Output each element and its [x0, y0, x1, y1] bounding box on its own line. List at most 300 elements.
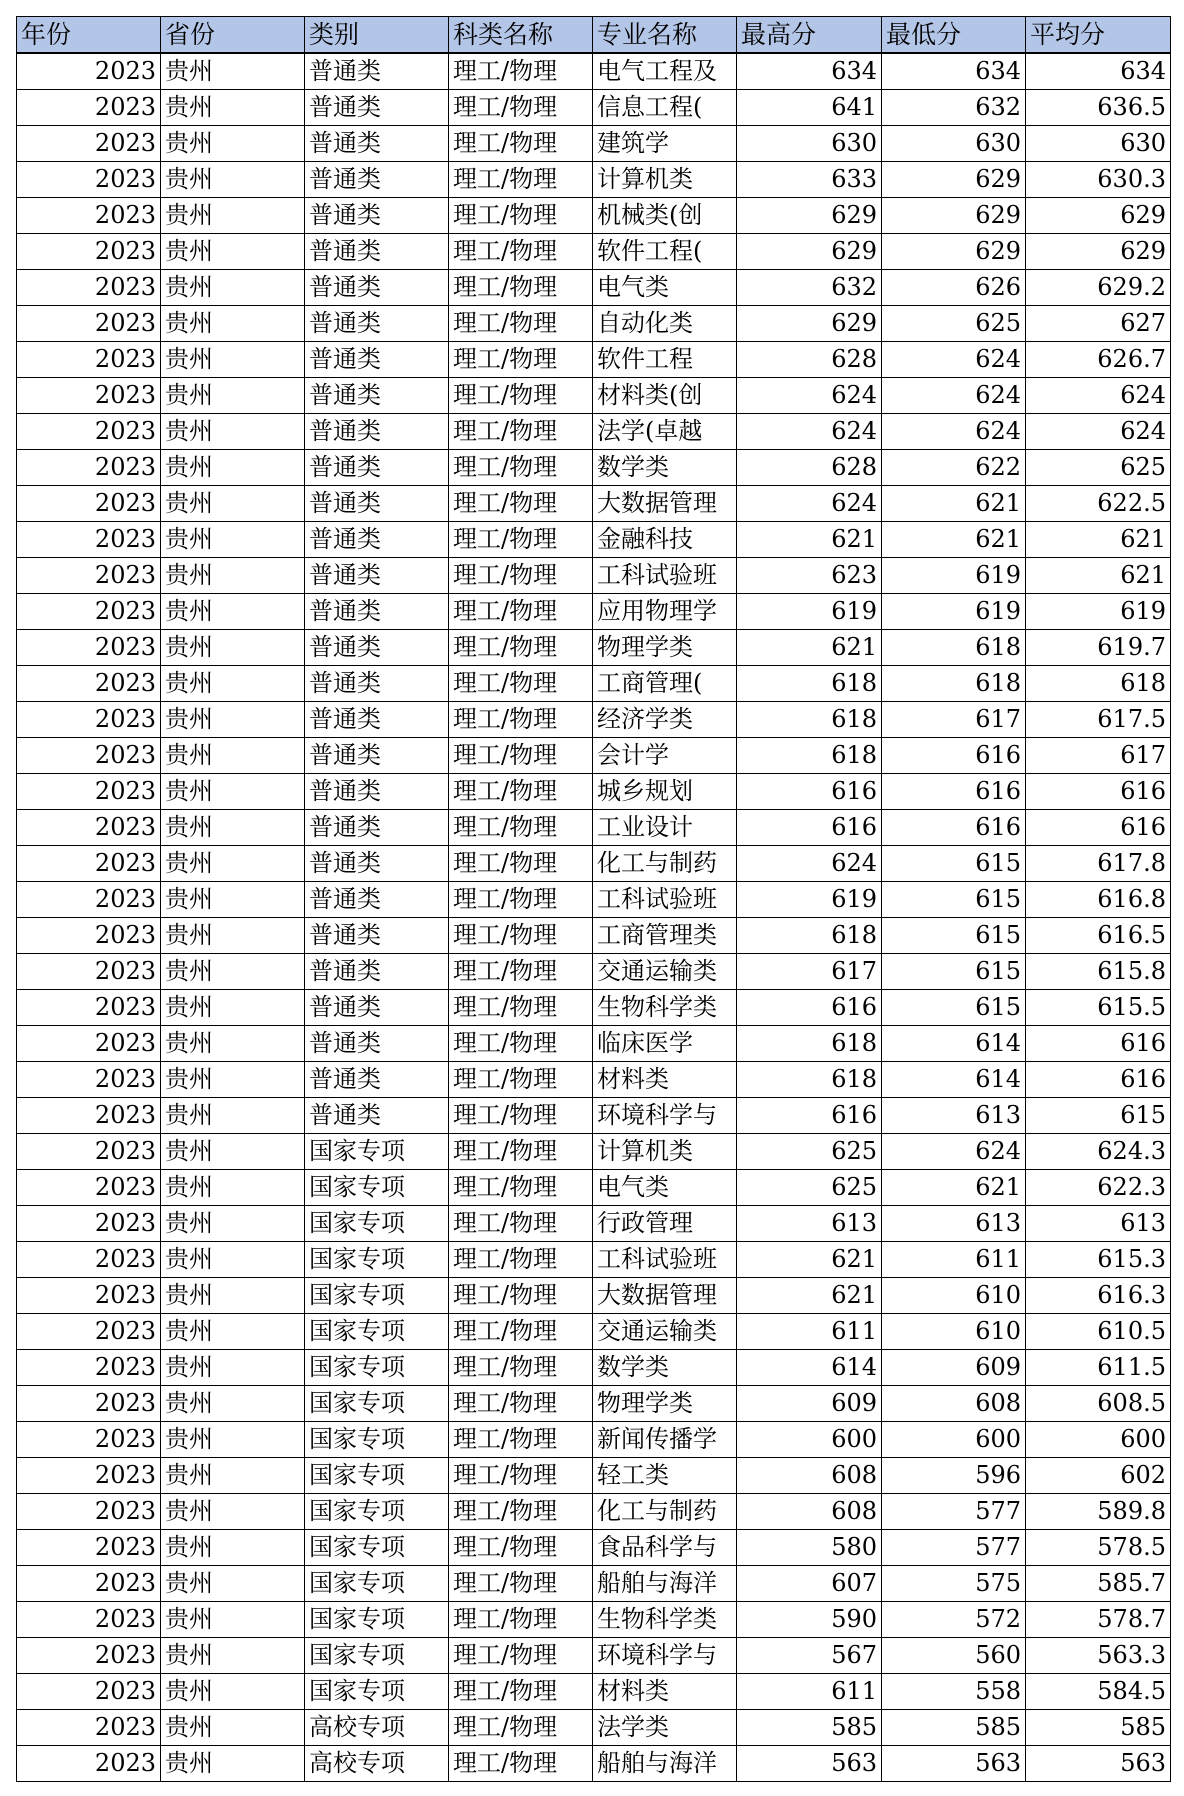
subject-type-cell[interactable]: 理工/物理: [449, 1422, 593, 1458]
province-cell[interactable]: 贵州: [161, 1530, 305, 1566]
province-cell[interactable]: 贵州: [161, 954, 305, 990]
year-cell[interactable]: 2023: [17, 1386, 161, 1422]
category-cell[interactable]: 普通类: [305, 558, 449, 594]
year-cell[interactable]: 2023: [17, 1602, 161, 1638]
subject-type-cell[interactable]: 理工/物理: [449, 522, 593, 558]
max-score-cell[interactable]: 628: [737, 450, 882, 486]
max-score-cell[interactable]: 567: [737, 1638, 882, 1674]
header-province[interactable]: 省份: [161, 17, 305, 54]
subject-type-cell[interactable]: 理工/物理: [449, 882, 593, 918]
year-cell[interactable]: 2023: [17, 1206, 161, 1242]
max-score-cell[interactable]: 621: [737, 1242, 882, 1278]
subject-type-cell[interactable]: 理工/物理: [449, 1206, 593, 1242]
min-score-cell[interactable]: 618: [882, 630, 1026, 666]
year-cell[interactable]: 2023: [17, 630, 161, 666]
year-cell[interactable]: 2023: [17, 918, 161, 954]
year-cell[interactable]: 2023: [17, 342, 161, 378]
header-min-score[interactable]: 最低分: [882, 17, 1026, 54]
year-cell[interactable]: 2023: [17, 414, 161, 450]
year-cell[interactable]: 2023: [17, 1710, 161, 1746]
avg-score-cell[interactable]: 563.3: [1026, 1638, 1171, 1674]
avg-score-cell[interactable]: 615.8: [1026, 954, 1171, 990]
province-cell[interactable]: 贵州: [161, 918, 305, 954]
major-cell[interactable]: 数学类: [593, 450, 737, 486]
year-cell[interactable]: 2023: [17, 486, 161, 522]
province-cell[interactable]: 贵州: [161, 1314, 305, 1350]
avg-score-cell[interactable]: 634: [1026, 53, 1171, 90]
avg-score-cell[interactable]: 578.7: [1026, 1602, 1171, 1638]
avg-score-cell[interactable]: 629: [1026, 234, 1171, 270]
subject-type-cell[interactable]: 理工/物理: [449, 486, 593, 522]
max-score-cell[interactable]: 613: [737, 1206, 882, 1242]
year-cell[interactable]: 2023: [17, 1278, 161, 1314]
avg-score-cell[interactable]: 622.5: [1026, 486, 1171, 522]
subject-type-cell[interactable]: 理工/物理: [449, 162, 593, 198]
min-score-cell[interactable]: 560: [882, 1638, 1026, 1674]
min-score-cell[interactable]: 629: [882, 162, 1026, 198]
min-score-cell[interactable]: 616: [882, 810, 1026, 846]
year-cell[interactable]: 2023: [17, 738, 161, 774]
subject-type-cell[interactable]: 理工/物理: [449, 918, 593, 954]
category-cell[interactable]: 国家专项: [305, 1350, 449, 1386]
avg-score-cell[interactable]: 630: [1026, 126, 1171, 162]
major-cell[interactable]: 新闻传播学: [593, 1422, 737, 1458]
province-cell[interactable]: 贵州: [161, 1206, 305, 1242]
subject-type-cell[interactable]: 理工/物理: [449, 342, 593, 378]
major-cell[interactable]: 机械类(创: [593, 198, 737, 234]
province-cell[interactable]: 贵州: [161, 234, 305, 270]
header-subject-type[interactable]: 科类名称: [449, 17, 593, 54]
max-score-cell[interactable]: 623: [737, 558, 882, 594]
avg-score-cell[interactable]: 624: [1026, 378, 1171, 414]
province-cell[interactable]: 贵州: [161, 630, 305, 666]
avg-score-cell[interactable]: 629: [1026, 198, 1171, 234]
min-score-cell[interactable]: 613: [882, 1206, 1026, 1242]
subject-type-cell[interactable]: 理工/物理: [449, 1242, 593, 1278]
province-cell[interactable]: 贵州: [161, 450, 305, 486]
subject-type-cell[interactable]: 理工/物理: [449, 558, 593, 594]
subject-type-cell[interactable]: 理工/物理: [449, 234, 593, 270]
avg-score-cell[interactable]: 600: [1026, 1422, 1171, 1458]
subject-type-cell[interactable]: 理工/物理: [449, 738, 593, 774]
avg-score-cell[interactable]: 616: [1026, 1026, 1171, 1062]
min-score-cell[interactable]: 563: [882, 1746, 1026, 1782]
category-cell[interactable]: 普通类: [305, 1062, 449, 1098]
category-cell[interactable]: 国家专项: [305, 1134, 449, 1170]
province-cell[interactable]: 贵州: [161, 1674, 305, 1710]
max-score-cell[interactable]: 624: [737, 846, 882, 882]
subject-type-cell[interactable]: 理工/物理: [449, 1746, 593, 1782]
category-cell[interactable]: 普通类: [305, 738, 449, 774]
min-score-cell[interactable]: 624: [882, 1134, 1026, 1170]
avg-score-cell[interactable]: 621: [1026, 522, 1171, 558]
category-cell[interactable]: 普通类: [305, 666, 449, 702]
avg-score-cell[interactable]: 629.2: [1026, 270, 1171, 306]
avg-score-cell[interactable]: 617.8: [1026, 846, 1171, 882]
category-cell[interactable]: 普通类: [305, 486, 449, 522]
avg-score-cell[interactable]: 616.8: [1026, 882, 1171, 918]
avg-score-cell[interactable]: 627: [1026, 306, 1171, 342]
year-cell[interactable]: 2023: [17, 198, 161, 234]
avg-score-cell[interactable]: 617: [1026, 738, 1171, 774]
major-cell[interactable]: 工科试验班: [593, 1242, 737, 1278]
subject-type-cell[interactable]: 理工/物理: [449, 414, 593, 450]
max-score-cell[interactable]: 600: [737, 1422, 882, 1458]
major-cell[interactable]: 金融科技: [593, 522, 737, 558]
major-cell[interactable]: 建筑学: [593, 126, 737, 162]
category-cell[interactable]: 国家专项: [305, 1602, 449, 1638]
major-cell[interactable]: 电气类: [593, 270, 737, 306]
avg-score-cell[interactable]: 615: [1026, 1098, 1171, 1134]
max-score-cell[interactable]: 619: [737, 882, 882, 918]
max-score-cell[interactable]: 633: [737, 162, 882, 198]
category-cell[interactable]: 国家专项: [305, 1278, 449, 1314]
max-score-cell[interactable]: 624: [737, 486, 882, 522]
subject-type-cell[interactable]: 理工/物理: [449, 954, 593, 990]
year-cell[interactable]: 2023: [17, 666, 161, 702]
max-score-cell[interactable]: 621: [737, 630, 882, 666]
major-cell[interactable]: 材料类(创: [593, 378, 737, 414]
year-cell[interactable]: 2023: [17, 1530, 161, 1566]
province-cell[interactable]: 贵州: [161, 1422, 305, 1458]
year-cell[interactable]: 2023: [17, 162, 161, 198]
province-cell[interactable]: 贵州: [161, 702, 305, 738]
min-score-cell[interactable]: 600: [882, 1422, 1026, 1458]
year-cell[interactable]: 2023: [17, 1458, 161, 1494]
category-cell[interactable]: 普通类: [305, 270, 449, 306]
max-score-cell[interactable]: 624: [737, 378, 882, 414]
max-score-cell[interactable]: 614: [737, 1350, 882, 1386]
min-score-cell[interactable]: 621: [882, 1170, 1026, 1206]
province-cell[interactable]: 贵州: [161, 306, 305, 342]
year-cell[interactable]: 2023: [17, 990, 161, 1026]
province-cell[interactable]: 贵州: [161, 810, 305, 846]
avg-score-cell[interactable]: 613: [1026, 1206, 1171, 1242]
province-cell[interactable]: 贵州: [161, 990, 305, 1026]
category-cell[interactable]: 普通类: [305, 918, 449, 954]
year-cell[interactable]: 2023: [17, 1674, 161, 1710]
max-score-cell[interactable]: 611: [737, 1674, 882, 1710]
avg-score-cell[interactable]: 616: [1026, 774, 1171, 810]
province-cell[interactable]: 贵州: [161, 1566, 305, 1602]
major-cell[interactable]: 自动化类: [593, 306, 737, 342]
min-score-cell[interactable]: 615: [882, 846, 1026, 882]
province-cell[interactable]: 贵州: [161, 1278, 305, 1314]
avg-score-cell[interactable]: 615.5: [1026, 990, 1171, 1026]
year-cell[interactable]: 2023: [17, 1314, 161, 1350]
year-cell[interactable]: 2023: [17, 270, 161, 306]
max-score-cell[interactable]: 621: [737, 1278, 882, 1314]
max-score-cell[interactable]: 629: [737, 306, 882, 342]
subject-type-cell[interactable]: 理工/物理: [449, 630, 593, 666]
header-major[interactable]: 专业名称: [593, 17, 737, 54]
major-cell[interactable]: 环境科学与: [593, 1638, 737, 1674]
min-score-cell[interactable]: 558: [882, 1674, 1026, 1710]
max-score-cell[interactable]: 624: [737, 414, 882, 450]
province-cell[interactable]: 贵州: [161, 1026, 305, 1062]
max-score-cell[interactable]: 629: [737, 234, 882, 270]
subject-type-cell[interactable]: 理工/物理: [449, 53, 593, 90]
min-score-cell[interactable]: 624: [882, 378, 1026, 414]
min-score-cell[interactable]: 618: [882, 666, 1026, 702]
min-score-cell[interactable]: 615: [882, 918, 1026, 954]
max-score-cell[interactable]: 625: [737, 1134, 882, 1170]
subject-type-cell[interactable]: 理工/物理: [449, 990, 593, 1026]
min-score-cell[interactable]: 624: [882, 342, 1026, 378]
year-cell[interactable]: 2023: [17, 810, 161, 846]
category-cell[interactable]: 国家专项: [305, 1638, 449, 1674]
max-score-cell[interactable]: 632: [737, 270, 882, 306]
category-cell[interactable]: 国家专项: [305, 1494, 449, 1530]
category-cell[interactable]: 普通类: [305, 882, 449, 918]
major-cell[interactable]: 城乡规划: [593, 774, 737, 810]
min-score-cell[interactable]: 585: [882, 1710, 1026, 1746]
subject-type-cell[interactable]: 理工/物理: [449, 1530, 593, 1566]
subject-type-cell[interactable]: 理工/物理: [449, 846, 593, 882]
major-cell[interactable]: 船舶与海洋: [593, 1746, 737, 1782]
min-score-cell[interactable]: 630: [882, 126, 1026, 162]
major-cell[interactable]: 电气类: [593, 1170, 737, 1206]
year-cell[interactable]: 2023: [17, 774, 161, 810]
category-cell[interactable]: 普通类: [305, 90, 449, 126]
category-cell[interactable]: 国家专项: [305, 1530, 449, 1566]
province-cell[interactable]: 贵州: [161, 1710, 305, 1746]
max-score-cell[interactable]: 618: [737, 1026, 882, 1062]
max-score-cell[interactable]: 618: [737, 1062, 882, 1098]
min-score-cell[interactable]: 614: [882, 1062, 1026, 1098]
min-score-cell[interactable]: 634: [882, 53, 1026, 90]
avg-score-cell[interactable]: 610.5: [1026, 1314, 1171, 1350]
year-cell[interactable]: 2023: [17, 846, 161, 882]
header-max-score[interactable]: 最高分: [737, 17, 882, 54]
max-score-cell[interactable]: 641: [737, 90, 882, 126]
avg-score-cell[interactable]: 584.5: [1026, 1674, 1171, 1710]
avg-score-cell[interactable]: 617.5: [1026, 702, 1171, 738]
avg-score-cell[interactable]: 608.5: [1026, 1386, 1171, 1422]
major-cell[interactable]: 大数据管理: [593, 486, 737, 522]
header-avg-score[interactable]: 平均分: [1026, 17, 1171, 54]
category-cell[interactable]: 普通类: [305, 342, 449, 378]
year-cell[interactable]: 2023: [17, 558, 161, 594]
major-cell[interactable]: 化工与制药: [593, 1494, 737, 1530]
min-score-cell[interactable]: 575: [882, 1566, 1026, 1602]
province-cell[interactable]: 贵州: [161, 774, 305, 810]
subject-type-cell[interactable]: 理工/物理: [449, 594, 593, 630]
avg-score-cell[interactable]: 585.7: [1026, 1566, 1171, 1602]
max-score-cell[interactable]: 621: [737, 522, 882, 558]
province-cell[interactable]: 贵州: [161, 1602, 305, 1638]
province-cell[interactable]: 贵州: [161, 522, 305, 558]
year-cell[interactable]: 2023: [17, 522, 161, 558]
subject-type-cell[interactable]: 理工/物理: [449, 1638, 593, 1674]
avg-score-cell[interactable]: 563: [1026, 1746, 1171, 1782]
year-cell[interactable]: 2023: [17, 306, 161, 342]
province-cell[interactable]: 贵州: [161, 126, 305, 162]
major-cell[interactable]: 船舶与海洋: [593, 1566, 737, 1602]
max-score-cell[interactable]: 616: [737, 990, 882, 1026]
category-cell[interactable]: 普通类: [305, 414, 449, 450]
province-cell[interactable]: 贵州: [161, 53, 305, 90]
avg-score-cell[interactable]: 589.8: [1026, 1494, 1171, 1530]
subject-type-cell[interactable]: 理工/物理: [449, 774, 593, 810]
subject-type-cell[interactable]: 理工/物理: [449, 450, 593, 486]
year-cell[interactable]: 2023: [17, 1026, 161, 1062]
avg-score-cell[interactable]: 602: [1026, 1458, 1171, 1494]
avg-score-cell[interactable]: 621: [1026, 558, 1171, 594]
category-cell[interactable]: 普通类: [305, 1098, 449, 1134]
min-score-cell[interactable]: 614: [882, 1026, 1026, 1062]
major-cell[interactable]: 行政管理: [593, 1206, 737, 1242]
category-cell[interactable]: 国家专项: [305, 1422, 449, 1458]
category-cell[interactable]: 普通类: [305, 198, 449, 234]
avg-score-cell[interactable]: 625: [1026, 450, 1171, 486]
year-cell[interactable]: 2023: [17, 90, 161, 126]
avg-score-cell[interactable]: 636.5: [1026, 90, 1171, 126]
min-score-cell[interactable]: 617: [882, 702, 1026, 738]
category-cell[interactable]: 国家专项: [305, 1458, 449, 1494]
min-score-cell[interactable]: 621: [882, 486, 1026, 522]
max-score-cell[interactable]: 563: [737, 1746, 882, 1782]
subject-type-cell[interactable]: 理工/物理: [449, 1134, 593, 1170]
major-cell[interactable]: 经济学类: [593, 702, 737, 738]
category-cell[interactable]: 国家专项: [305, 1566, 449, 1602]
min-score-cell[interactable]: 610: [882, 1314, 1026, 1350]
min-score-cell[interactable]: 625: [882, 306, 1026, 342]
major-cell[interactable]: 环境科学与: [593, 1098, 737, 1134]
subject-type-cell[interactable]: 理工/物理: [449, 1710, 593, 1746]
avg-score-cell[interactable]: 624.3: [1026, 1134, 1171, 1170]
category-cell[interactable]: 国家专项: [305, 1242, 449, 1278]
max-score-cell[interactable]: 617: [737, 954, 882, 990]
min-score-cell[interactable]: 621: [882, 522, 1026, 558]
province-cell[interactable]: 贵州: [161, 558, 305, 594]
subject-type-cell[interactable]: 理工/物理: [449, 1602, 593, 1638]
max-score-cell[interactable]: 619: [737, 594, 882, 630]
major-cell[interactable]: 法学(卓越: [593, 414, 737, 450]
major-cell[interactable]: 应用物理学: [593, 594, 737, 630]
province-cell[interactable]: 贵州: [161, 486, 305, 522]
province-cell[interactable]: 贵州: [161, 1062, 305, 1098]
min-score-cell[interactable]: 572: [882, 1602, 1026, 1638]
province-cell[interactable]: 贵州: [161, 378, 305, 414]
category-cell[interactable]: 高校专项: [305, 1746, 449, 1782]
subject-type-cell[interactable]: 理工/物理: [449, 90, 593, 126]
province-cell[interactable]: 贵州: [161, 846, 305, 882]
max-score-cell[interactable]: 634: [737, 53, 882, 90]
min-score-cell[interactable]: 615: [882, 990, 1026, 1026]
avg-score-cell[interactable]: 616.5: [1026, 918, 1171, 954]
avg-score-cell[interactable]: 619.7: [1026, 630, 1171, 666]
year-cell[interactable]: 2023: [17, 594, 161, 630]
category-cell[interactable]: 普通类: [305, 450, 449, 486]
major-cell[interactable]: 计算机类: [593, 162, 737, 198]
category-cell[interactable]: 普通类: [305, 126, 449, 162]
year-cell[interactable]: 2023: [17, 1134, 161, 1170]
max-score-cell[interactable]: 580: [737, 1530, 882, 1566]
category-cell[interactable]: 国家专项: [305, 1206, 449, 1242]
subject-type-cell[interactable]: 理工/物理: [449, 1674, 593, 1710]
avg-score-cell[interactable]: 616: [1026, 1062, 1171, 1098]
min-score-cell[interactable]: 619: [882, 558, 1026, 594]
category-cell[interactable]: 普通类: [305, 630, 449, 666]
year-cell[interactable]: 2023: [17, 126, 161, 162]
max-score-cell[interactable]: 629: [737, 198, 882, 234]
min-score-cell[interactable]: 577: [882, 1494, 1026, 1530]
max-score-cell[interactable]: 616: [737, 810, 882, 846]
avg-score-cell[interactable]: 616.3: [1026, 1278, 1171, 1314]
major-cell[interactable]: 轻工类: [593, 1458, 737, 1494]
province-cell[interactable]: 贵州: [161, 1494, 305, 1530]
subject-type-cell[interactable]: 理工/物理: [449, 270, 593, 306]
major-cell[interactable]: 食品科学与: [593, 1530, 737, 1566]
year-cell[interactable]: 2023: [17, 882, 161, 918]
category-cell[interactable]: 普通类: [305, 810, 449, 846]
category-cell[interactable]: 国家专项: [305, 1314, 449, 1350]
year-cell[interactable]: 2023: [17, 1242, 161, 1278]
min-score-cell[interactable]: 615: [882, 882, 1026, 918]
subject-type-cell[interactable]: 理工/物理: [449, 1566, 593, 1602]
max-score-cell[interactable]: 630: [737, 126, 882, 162]
subject-type-cell[interactable]: 理工/物理: [449, 1458, 593, 1494]
min-score-cell[interactable]: 622: [882, 450, 1026, 486]
major-cell[interactable]: 交通运输类: [593, 954, 737, 990]
province-cell[interactable]: 贵州: [161, 270, 305, 306]
year-cell[interactable]: 2023: [17, 450, 161, 486]
province-cell[interactable]: 贵州: [161, 414, 305, 450]
category-cell[interactable]: 普通类: [305, 594, 449, 630]
major-cell[interactable]: 临床医学: [593, 1026, 737, 1062]
major-cell[interactable]: 软件工程: [593, 342, 737, 378]
province-cell[interactable]: 贵州: [161, 162, 305, 198]
major-cell[interactable]: 材料类: [593, 1062, 737, 1098]
category-cell[interactable]: 普通类: [305, 378, 449, 414]
avg-score-cell[interactable]: 624: [1026, 414, 1171, 450]
subject-type-cell[interactable]: 理工/物理: [449, 1026, 593, 1062]
max-score-cell[interactable]: 585: [737, 1710, 882, 1746]
category-cell[interactable]: 普通类: [305, 53, 449, 90]
year-cell[interactable]: 2023: [17, 702, 161, 738]
category-cell[interactable]: 普通类: [305, 306, 449, 342]
category-cell[interactable]: 普通类: [305, 846, 449, 882]
category-cell[interactable]: 国家专项: [305, 1674, 449, 1710]
category-cell[interactable]: 普通类: [305, 1026, 449, 1062]
major-cell[interactable]: 物理学类: [593, 1386, 737, 1422]
min-score-cell[interactable]: 609: [882, 1350, 1026, 1386]
subject-type-cell[interactable]: 理工/物理: [449, 1098, 593, 1134]
min-score-cell[interactable]: 611: [882, 1242, 1026, 1278]
category-cell[interactable]: 国家专项: [305, 1386, 449, 1422]
province-cell[interactable]: 贵州: [161, 198, 305, 234]
major-cell[interactable]: 会计学: [593, 738, 737, 774]
max-score-cell[interactable]: 607: [737, 1566, 882, 1602]
avg-score-cell[interactable]: 578.5: [1026, 1530, 1171, 1566]
avg-score-cell[interactable]: 616: [1026, 810, 1171, 846]
header-category[interactable]: 类别: [305, 17, 449, 54]
major-cell[interactable]: 生物科学类: [593, 990, 737, 1026]
min-score-cell[interactable]: 629: [882, 234, 1026, 270]
min-score-cell[interactable]: 629: [882, 198, 1026, 234]
year-cell[interactable]: 2023: [17, 1098, 161, 1134]
min-score-cell[interactable]: 619: [882, 594, 1026, 630]
avg-score-cell[interactable]: 618: [1026, 666, 1171, 702]
year-cell[interactable]: 2023: [17, 1566, 161, 1602]
year-cell[interactable]: 2023: [17, 1350, 161, 1386]
category-cell[interactable]: 普通类: [305, 990, 449, 1026]
category-cell[interactable]: 普通类: [305, 234, 449, 270]
subject-type-cell[interactable]: 理工/物理: [449, 702, 593, 738]
avg-score-cell[interactable]: 615.3: [1026, 1242, 1171, 1278]
category-cell[interactable]: 高校专项: [305, 1710, 449, 1746]
